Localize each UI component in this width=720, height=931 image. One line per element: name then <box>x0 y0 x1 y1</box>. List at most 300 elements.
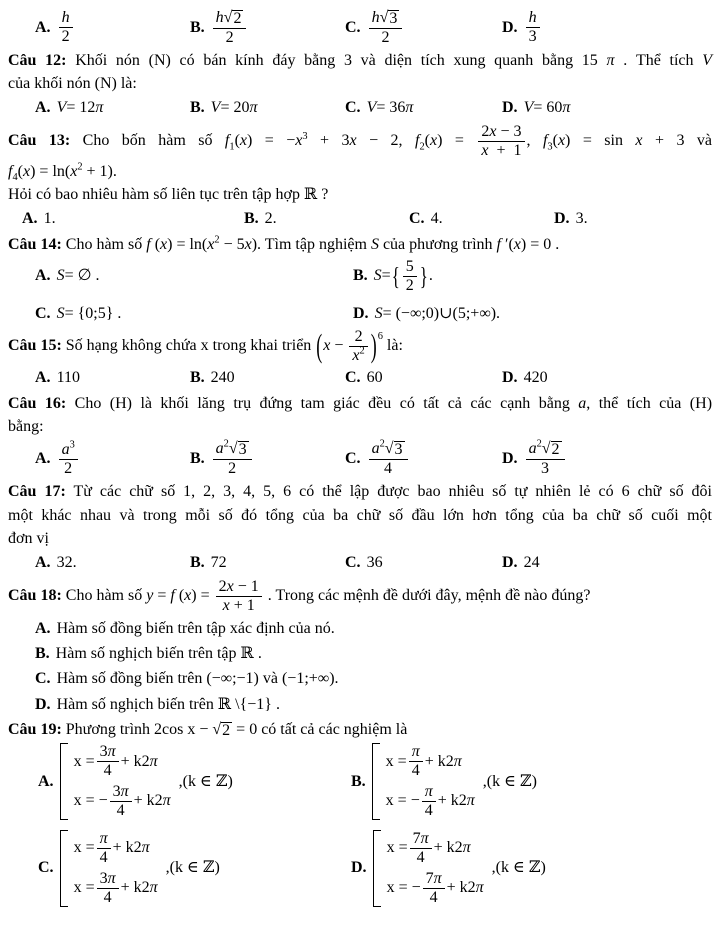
option-label: A. <box>35 554 51 572</box>
option-label: C. <box>345 369 361 387</box>
text: x = − <box>386 879 421 897</box>
fraction <box>369 9 403 47</box>
stem-line <box>8 528 712 550</box>
math-var: π <box>405 99 414 117</box>
option-b <box>190 440 345 478</box>
option-label: A. <box>35 267 51 285</box>
denominator <box>410 849 432 867</box>
option-body <box>372 743 537 820</box>
radicand <box>238 441 249 459</box>
math-var: f <box>146 235 151 253</box>
option-label: A. <box>35 99 51 117</box>
option-label: B. <box>353 267 368 285</box>
text: 4 <box>411 762 420 780</box>
system-row <box>74 870 158 907</box>
math-var: f <box>415 131 420 149</box>
system-bracket <box>60 830 68 907</box>
math-var: h <box>215 9 224 26</box>
text: + k2 <box>133 792 163 810</box>
bold-text: Câu 19: <box>8 721 62 739</box>
square-root <box>380 10 400 28</box>
text: ) = <box>191 586 214 604</box>
option-body <box>57 618 335 640</box>
math-var: S <box>374 305 383 323</box>
math-var: π <box>141 839 150 857</box>
stem-line <box>8 505 712 527</box>
option-a <box>35 265 353 287</box>
text: 240 <box>210 369 235 387</box>
text: = <box>153 586 171 604</box>
system-rows <box>387 830 484 907</box>
option-d <box>502 97 712 119</box>
text: Từ các chữ số 1, 2, 3, 4, 5, 6 có thể lập được bao nhiêu số tự nhiên lẻ có 6 chữ số đôi <box>65 483 713 501</box>
text: 3. <box>575 210 588 228</box>
option-label: B. <box>351 772 366 790</box>
option-body <box>367 9 405 47</box>
system-rows <box>74 830 158 907</box>
denominator <box>526 460 565 478</box>
text: 4 <box>99 849 108 866</box>
math-var: h <box>371 9 380 26</box>
option-label: C. <box>35 305 51 323</box>
system-row <box>74 830 150 867</box>
system-rows <box>386 743 475 820</box>
text: = ∅ . <box>64 267 100 285</box>
system-row <box>74 783 171 820</box>
stem-line <box>8 234 712 256</box>
math-var: π <box>475 879 484 897</box>
fraction <box>97 870 119 907</box>
math-var: x <box>489 122 497 140</box>
stem-line <box>8 184 712 206</box>
math-var: x <box>352 347 360 365</box>
option-label: B. <box>190 554 205 572</box>
text: ,(k ∈ ℤ) <box>482 772 537 790</box>
text: − 2, <box>356 131 416 149</box>
text: 3 <box>389 10 398 27</box>
question-cau12 <box>8 50 712 120</box>
fraction <box>59 9 73 46</box>
numerator <box>526 440 565 460</box>
superscript: 3 <box>69 439 75 451</box>
question-cau18 <box>8 578 712 716</box>
text: . <box>428 267 433 285</box>
text: x = <box>385 752 407 770</box>
option-body <box>367 440 410 478</box>
system-rows <box>74 743 171 820</box>
math-var: S <box>56 267 65 285</box>
radicand <box>388 10 399 28</box>
math-var: x <box>70 162 78 180</box>
text: = 20 <box>220 99 250 117</box>
option-body <box>56 643 262 665</box>
text: 2 <box>225 28 234 46</box>
math-var: a <box>578 394 587 412</box>
math-var: π <box>120 783 129 801</box>
text: 3 <box>99 869 108 887</box>
square-root <box>542 441 562 459</box>
math-var: x <box>244 235 252 253</box>
math-var: x <box>207 235 215 253</box>
superscript: 3 <box>302 130 308 142</box>
math-var: π <box>562 99 571 117</box>
text: ( <box>234 131 240 149</box>
text: 4 <box>103 888 112 906</box>
options-row <box>8 743 712 906</box>
text: 2 <box>222 722 231 740</box>
option-body <box>57 668 339 690</box>
subscript: 1 <box>229 141 235 153</box>
question-cau14 <box>8 234 712 326</box>
text: ( <box>150 235 161 253</box>
math-var: x <box>557 131 566 149</box>
option-c <box>345 367 502 389</box>
math-var: x <box>22 162 31 180</box>
text: 2 <box>61 28 70 46</box>
math-var: y <box>146 586 154 604</box>
option-c <box>35 303 353 325</box>
option-body <box>524 552 540 574</box>
radical-sign: √ <box>228 440 238 458</box>
text: ) = ln( <box>30 162 71 180</box>
text: ,(k ∈ ℤ) <box>491 859 546 877</box>
option-body <box>211 9 249 47</box>
options-row <box>8 9 712 47</box>
math-var: x <box>349 131 357 149</box>
option-label: B. <box>190 450 205 468</box>
text: − 3 <box>496 122 522 140</box>
text: 2 <box>354 328 363 346</box>
option-a <box>35 9 190 46</box>
solution-system <box>373 830 546 907</box>
option-label: D. <box>502 450 518 468</box>
math-var: a <box>528 440 537 458</box>
text: , <box>526 131 543 149</box>
numerator <box>216 578 262 597</box>
text: Cho hàm số <box>61 235 147 253</box>
text: Khối nón (N) có bán kính đáy bằng 3 và diện tích xung quanh bằng 15 <box>66 51 607 69</box>
math-var: V <box>56 99 67 117</box>
options-row <box>8 552 712 574</box>
fraction <box>216 578 262 615</box>
math-var: V <box>702 51 713 69</box>
math-var: h <box>61 9 70 27</box>
big-paren: ) <box>370 327 377 364</box>
bold-text: Câu 13: <box>8 131 71 149</box>
text: + 1 <box>229 596 255 614</box>
text: 5 <box>405 258 414 276</box>
options-row <box>8 618 712 717</box>
superscript: 2 <box>359 346 365 358</box>
text: Hàm số đồng biến trên tập xác định của nó. <box>56 619 335 637</box>
math-var: x <box>295 131 303 149</box>
text: x = <box>73 839 95 857</box>
option-label: D. <box>502 18 518 36</box>
math-var: π <box>433 869 442 887</box>
radicand <box>221 722 232 740</box>
option-label: A. <box>35 450 51 468</box>
option-a <box>22 208 244 230</box>
fraction <box>422 783 436 820</box>
fraction <box>213 9 247 47</box>
question-cau16 <box>8 393 712 478</box>
text: , thể tích của (H) <box>586 394 713 412</box>
option-body <box>367 97 414 119</box>
text: + k2 <box>446 879 476 897</box>
denominator <box>97 849 111 867</box>
math-var: x <box>430 131 438 149</box>
option-label: A. <box>38 772 54 790</box>
math-var: π <box>420 830 429 848</box>
option-label: A. <box>35 619 51 637</box>
question-cau15 <box>8 328 712 389</box>
fraction <box>409 743 423 780</box>
numerator <box>349 328 367 347</box>
bold-text: Câu 15: <box>8 337 62 355</box>
math-var: a <box>215 440 224 458</box>
text: bằng: <box>8 418 44 436</box>
option-label: B. <box>190 99 205 117</box>
bold-text: Câu 14: <box>8 235 62 253</box>
bold-text: Câu 18: <box>8 586 62 604</box>
option-d <box>554 208 712 230</box>
option-body <box>373 830 546 907</box>
text: Hàm số nghịch biến trên tập ℝ . <box>55 644 262 662</box>
option-a <box>35 441 190 478</box>
text: 36 <box>366 554 383 572</box>
option-c <box>345 97 502 119</box>
numerator <box>59 9 73 28</box>
bold-text: Câu 16: <box>8 394 67 412</box>
math-var: V <box>366 99 377 117</box>
option-body <box>524 97 571 119</box>
denominator <box>97 889 119 907</box>
options-row <box>8 367 712 389</box>
option-b <box>190 367 345 389</box>
square-root <box>224 10 244 28</box>
radical-sign: √ <box>379 9 389 26</box>
option-body <box>524 9 542 46</box>
text: của khối nón (N) là: <box>8 75 137 93</box>
option-label: C. <box>345 18 361 36</box>
fraction <box>410 830 432 867</box>
text: . Trong các mệnh đề dưới đây, mệnh đề nào đúng? <box>263 586 591 604</box>
math-var: π <box>411 743 420 761</box>
system-bracket <box>372 743 380 820</box>
stem-line <box>8 481 712 503</box>
denominator <box>213 29 247 47</box>
denominator <box>110 802 132 820</box>
option-label: D. <box>35 695 51 713</box>
text: 4 <box>416 849 425 866</box>
text: đơn vị <box>8 529 49 547</box>
numerator <box>422 783 436 802</box>
text: 1. <box>43 210 56 228</box>
text: 2. <box>264 210 277 228</box>
text: ( <box>174 586 185 604</box>
denominator <box>369 29 403 47</box>
option-label: A. <box>35 18 51 36</box>
option-d <box>502 367 712 389</box>
subscript: 4 <box>12 171 18 183</box>
numerator <box>409 743 423 762</box>
text: ′( <box>500 235 514 253</box>
math-var: π <box>95 99 104 117</box>
stem-line <box>8 393 712 415</box>
fraction <box>369 440 408 478</box>
numerator <box>213 440 252 460</box>
text: Hàm số nghịch biến trên ℝ \{−1} . <box>56 695 280 713</box>
subscript: 2 <box>419 141 425 153</box>
option-d <box>35 694 712 716</box>
option-body <box>211 440 254 478</box>
fraction <box>423 870 445 907</box>
denominator <box>423 889 445 907</box>
text: + 1). <box>82 162 117 180</box>
math-var: π <box>149 752 158 770</box>
text: Cho hàm số <box>61 586 147 604</box>
numerator <box>526 9 540 28</box>
text: x = − <box>73 792 108 810</box>
math-var: f <box>170 586 175 604</box>
system-row <box>386 743 462 780</box>
option-d <box>351 830 712 907</box>
fraction <box>478 123 524 160</box>
option-c <box>38 830 351 907</box>
text: 4 <box>103 762 112 780</box>
option-d <box>353 303 712 325</box>
math-var: π <box>162 792 171 810</box>
option-body <box>576 208 588 230</box>
text: 2 <box>233 10 242 27</box>
text: 7 <box>412 830 421 848</box>
numerator <box>97 743 119 762</box>
math-var: x <box>513 235 521 253</box>
text: + k2 <box>120 879 150 897</box>
math-var: π <box>149 879 158 897</box>
option-body <box>367 552 383 574</box>
numerator <box>403 258 417 277</box>
options-row <box>8 208 712 230</box>
text: của phương trình <box>378 235 497 253</box>
fraction <box>403 258 417 295</box>
text: 2 <box>481 122 490 140</box>
denominator <box>369 460 408 478</box>
option-label: B. <box>190 18 205 36</box>
option-c <box>409 208 554 230</box>
math-var: S <box>373 267 382 285</box>
text: 7 <box>425 869 434 887</box>
stem-line <box>8 161 712 183</box>
option-a <box>35 367 190 389</box>
text: 32. <box>56 554 77 572</box>
square-root <box>385 441 405 459</box>
text: − 5 <box>219 235 245 253</box>
stem-line <box>8 416 712 438</box>
text: = 60 <box>533 99 563 117</box>
text: 2 <box>64 459 73 477</box>
numerator <box>213 9 247 29</box>
math-var: π <box>107 869 116 887</box>
option-body <box>211 552 227 574</box>
system-condition <box>492 857 546 879</box>
denominator <box>213 460 252 478</box>
math-var: x <box>239 131 248 149</box>
system-row <box>387 870 484 907</box>
radical-sign: √ <box>212 721 222 739</box>
text: + k2 <box>433 839 463 857</box>
text: 4. <box>430 210 443 228</box>
question-cau13 <box>8 123 712 231</box>
option-body <box>57 265 100 287</box>
math-var: π <box>453 752 462 770</box>
math-var: a <box>61 440 70 458</box>
stem-line <box>8 578 712 615</box>
numerator <box>369 9 403 29</box>
text: 72 <box>210 554 227 572</box>
stem-line <box>8 73 712 95</box>
option-a <box>38 743 351 820</box>
denominator <box>59 460 78 478</box>
text: 4 <box>384 460 393 478</box>
math-var: S <box>56 305 65 323</box>
math-var: f <box>542 131 548 149</box>
option-body <box>431 208 443 230</box>
option-c <box>345 9 502 47</box>
fraction <box>97 743 119 780</box>
denominator <box>403 277 417 295</box>
option-body <box>524 440 567 478</box>
option-body <box>374 258 433 295</box>
big-brace: } <box>419 262 428 291</box>
option-b <box>353 258 712 295</box>
stem-line <box>8 328 712 365</box>
subscript: 3 <box>547 141 553 153</box>
option-b <box>190 9 345 47</box>
option-b <box>244 208 409 230</box>
stem-line <box>8 50 712 72</box>
option-label: D. <box>502 369 518 387</box>
math-var: x <box>222 596 230 614</box>
option-body <box>57 9 75 46</box>
solution-system <box>60 830 220 907</box>
solution-system <box>60 743 233 820</box>
math-var: f <box>496 235 501 253</box>
text: 60 <box>366 369 383 387</box>
denominator <box>526 28 540 46</box>
system-row <box>386 783 475 820</box>
options-row <box>8 97 712 119</box>
question-cau19 <box>8 719 712 907</box>
system-bracket <box>373 830 381 907</box>
math-var: π <box>424 783 433 801</box>
text: 3 <box>238 441 247 459</box>
option-label: D. <box>502 99 518 117</box>
options-row <box>8 440 712 478</box>
text: ) = − <box>247 131 296 149</box>
text: 3 <box>99 743 108 761</box>
option-a <box>35 552 190 574</box>
math-var: f <box>8 162 13 180</box>
math-var: x <box>635 131 643 149</box>
text: 420 <box>523 369 548 387</box>
radical-sign: √ <box>541 440 551 458</box>
stem-line <box>8 123 712 160</box>
option-body <box>211 97 258 119</box>
option-body <box>57 552 77 574</box>
option-body <box>57 97 104 119</box>
denominator <box>422 802 436 820</box>
